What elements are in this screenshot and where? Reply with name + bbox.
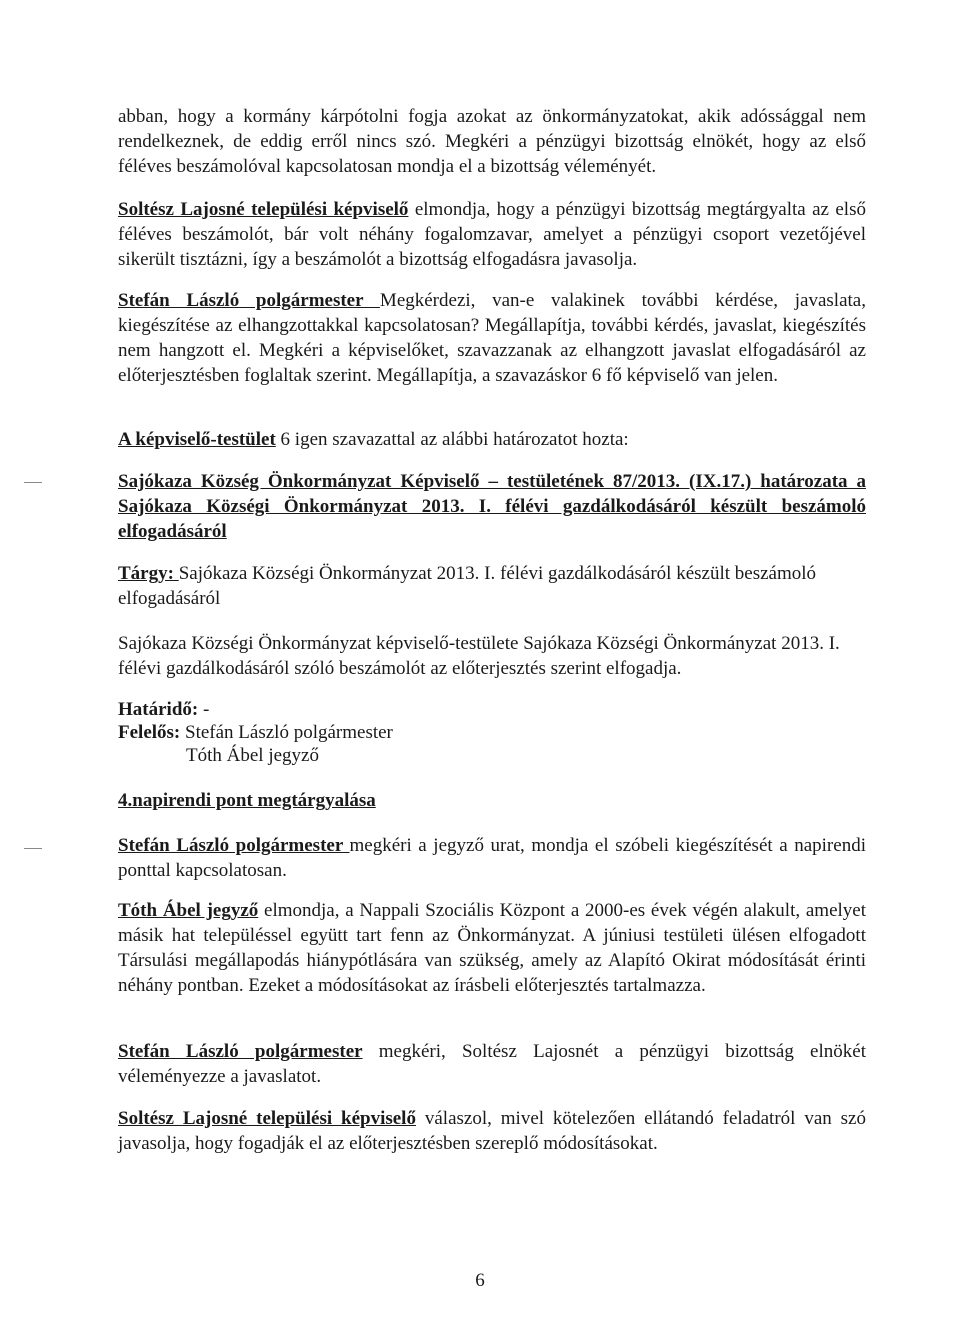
page-number: 6 [475, 1270, 485, 1291]
body-name: A képviselő-testület [118, 429, 276, 450]
resolution-body-text: Sajókaza Községi Önkormányzat képviselő-testülete Sajókaza Községi Önkormányzat 2013. I. félévi gazdálkodásáról szóló beszámolót az előterjesztés szerint elfogadja. [118, 633, 840, 679]
resolution-deadline [118, 697, 866, 722]
agenda-paragraph-stefan [118, 833, 866, 883]
agenda-heading-text: 4.napirendi pont megtárgyalása [118, 790, 376, 811]
deadline-value: - [198, 699, 210, 720]
agenda-paragraph-soltesz [118, 1106, 866, 1156]
paragraph-soltesz [118, 197, 866, 272]
resolution-number: 87/2013. (IX.17.) határozata [613, 471, 848, 492]
paragraph-text: 6 igen szavazattal az alábbi határozatot hozta: [275, 429, 629, 450]
responsible-mayor: Stefán László polgármester [180, 722, 393, 743]
deadline-label: Határidő: [118, 699, 199, 720]
paragraph-text: abban, hogy a kormány kárpótolni fogja azokat az önkormányzatokat, akik adóssággal nem rendelkeznek, de eddig erről nincs szó. Megkéri a pénzügyi bizottság elnökét, hogy az első féléves beszámolóval kapcsolatosan mondja el a bizottság véleményét. [118, 106, 866, 177]
paragraph-text: megkéri, Soltész Lajosnét a pénzügyi bizottság elnökét véleményezze a javaslatot. [118, 1041, 866, 1087]
resolution-title-part1: Sajókaza Község Önkormányzat Képviselő – testületének [118, 471, 614, 492]
paragraph-vote [118, 427, 866, 452]
resolution-body [118, 631, 866, 681]
speaker-name: Stefán László polgármester [118, 835, 350, 856]
agenda-paragraph-stefan-2 [118, 1039, 866, 1089]
paragraph-text: elmondja, hogy a pénzügyi bizottság megtárgyalta az első féléves beszámolót, bár volt néhány fogalomzavar, amelyet a pénzügyi csoport vezetőjével sikerült tisztázni, így a beszámolót a bizottság elfogadásra javasolja. [118, 199, 866, 270]
agenda-paragraph-toth [118, 898, 866, 998]
resolution-responsible [118, 720, 866, 745]
subject-text: Sajókaza Községi Önkormányzat 2013. I. félévi gazdálkodásáról készült beszámoló elfogadásáról [118, 563, 817, 609]
scan-artifact-mark [24, 848, 42, 849]
resolution-responsible-2 [118, 743, 934, 768]
responsible-label: Felelős: [118, 722, 181, 743]
agenda-heading [118, 788, 866, 813]
paragraph-intro [118, 104, 866, 179]
scan-artifact-mark [24, 482, 42, 483]
resolution-title [118, 469, 866, 544]
speaker-name: Soltész Lajosné települési képviselő [118, 199, 409, 220]
paragraph-text: megkéri a jegyző urat, mondja el szóbeli kiegészítését a napirendi ponttal kapcsolatosan. [118, 835, 866, 881]
speaker-name: Tóth Ábel jegyző [118, 900, 259, 921]
resolution-subject [118, 561, 866, 611]
speaker-name: Stefán László polgármester [118, 1041, 363, 1062]
speaker-name: Stefán László polgármester [118, 290, 380, 311]
paragraph-text: Megkérdezi, van-e valakinek további kérdése, javaslata, kiegészítése az elhangzottakkal kapcsolatosan? Megállapítja, további kérdés, javaslat, kiegészítés nem hangzott el. Megkéri a képviselőket, szavazzanak az elhangzott javaslat elfogadásáról az előterjesztésben foglaltak szerint. Megállapítja, a szavazáskor 6 fő képviselő van jelen. [118, 290, 866, 386]
paragraph-text: elmondja, a Nappali Szociális Központ a 2000-es évek végén alakult, amelyet másik hat településsel együtt tart fenn az Önkormányzat. A júniusi testületi ülésen elfogadott Társulási megállapodás hiánypótlására van szükség, amely az Alapító Okirat módosítását érinti néhány pontban. Ezeket a módosításokat az írásbeli előterjesztés tartalmazza. [118, 900, 866, 996]
paragraph-stefan [118, 288, 866, 388]
speaker-name: Soltész Lajosné települési képviselő [118, 1108, 416, 1129]
subject-label: Tárgy: [118, 563, 179, 584]
paragraph-text: válaszol, mivel kötelezően ellátandó feladatról van szó javasolja, hogy fogadják el az előterjesztésben szereplő módosításokat. [118, 1108, 866, 1154]
resolution-title-part2: a Sajókaza Községi Önkormányzat 2013. I. félévi gazdálkodásáról készült beszámoló elfogadásáról [118, 471, 867, 542]
responsible-notary: Tóth Ábel jegyző [186, 745, 319, 766]
